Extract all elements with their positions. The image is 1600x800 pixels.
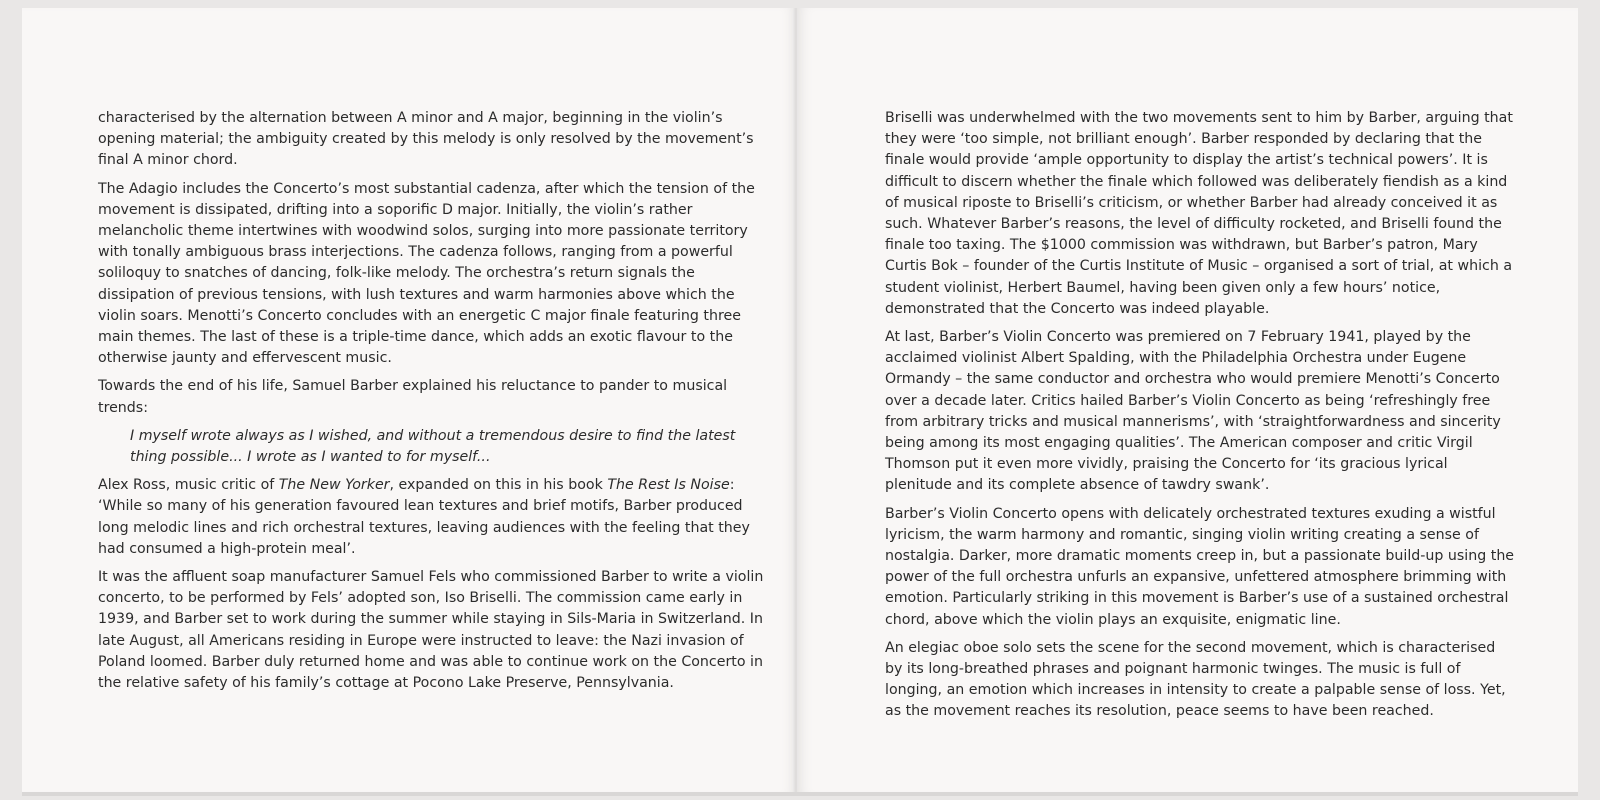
text-run: Alex Ross, music critic of [98, 477, 279, 494]
paragraph: It was the affluent soap manufacturer Samuel Fels who commissioned Barber to write a violin concerto, to be performed by Fels’ adopted son, Iso Briselli. The commission came early in 1939, and Barber set to work during the summer while staying in Sils-Maria in Switzerland. In late August, all Americans residing in Europe were instructed to leave: the Nazi invasion of Poland loomed. Barber duly returned home and was able to continue work on the Concerto in the relative safety of his family’s cottage at Pocono Lake Preserve, Pennsylvania. [98, 569, 764, 692]
right-page [797, 8, 1578, 794]
text-run: , expanded on this in his book [389, 477, 608, 494]
left-page [22, 8, 795, 794]
text-run: : ‘While so many of his generation favoured lean textures and brief motifs, Barber produced long melodic lines and rich orchestral textures, leaving audiences with the feeling that they had consumed a high-protein meal’. [98, 477, 750, 557]
paragraph: At last, Barber’s Violin Concerto was premiered on 7 February 1941, played by the acclaimed violinist Albert Spalding, with the Philadelphia Orchestra under Eugene Ormandy – the same conductor and orchestra who would premiere Menotti’s Concerto over a decade later. Critics hailed Barber’s Violin Concerto as being ‘refreshingly free from arbitrary tricks and musical mannerisms’, with ‘straightforwardness and sincerity being among its most engaging qualities’. The American composer and critic Virgil Thomson put it even more vividly, praising the Concerto for ‘its gracious lyrical plenitude and its complete absence of tawdry swank’. [885, 329, 1501, 494]
booklet-spread [22, 8, 1578, 794]
left-page-text [98, 108, 764, 701]
paragraph [98, 475, 764, 560]
right-page-text [885, 108, 1515, 730]
book-title: The Rest Is Noise [607, 477, 730, 494]
paragraph: Towards the end of his life, Samuel Barber explained his reluctance to pander to musical trends: [98, 378, 728, 416]
paragraph: Barber’s Violin Concerto opens with delicately orchestrated textures exuding a wistful lyricism, the warm harmony and romantic, singing violin writing creating a sense of nostalgia. Darker, more dramatic moments creep in, but a passionate build-up using the power of the full orchestra unfurls an expansive, unfettered atmosphere brimming with emotion. Particularly striking in this movement is Barber’s use of a sustained orchestral chord, above which the violin plays an exquisite, enigmatic line. [885, 505, 1515, 628]
page-edge-shadow [22, 792, 1578, 796]
paragraph: characterised by the alternation between A minor and A major, beginning in the violin’s opening material; the ambiguity created by this melody is only resolved by the movement’s final A minor chord. [98, 110, 754, 169]
paragraph: Briselli was underwhelmed with the two movements sent to him by Barber, arguing that they were ‘too simple, not brilliant enough’. Barber responded by declaring that the finale would provide ‘ample opportunity to display the artist’s technical powers’. It is difficult to discern whether the finale which followed was deliberately fiendish as a kind of musical riposte to Briselli’s criticism, or whether Barber had already conceived it as such. Whatever Barber’s reasons, the level of difficulty rocketed, and Briselli found the finale too taxing. The $1000 commission was withdrawn, but Barber’s patron, Mary Curtis Bok – founder of the Curtis Institute of Music – organised a sort of trial, at which a student violinist, Herbert Baumel, having been given only a few hours’ notice, demonstrated that the Concerto was indeed playable. [885, 110, 1513, 317]
block-quote: I myself wrote always as I wished, and without a tremendous desire to find the latest thing possible... I wrote as I wanted to for myself... [130, 427, 736, 466]
publication-title: The New Yorker [278, 477, 390, 494]
paragraph: The Adagio includes the Concerto’s most substantial cadenza, after which the tension of the movement is dissipated, drifting into a soporific D major. Initially, the violin’s rather melancholic theme intertwines with woodwind solos, surging into more passionate territory with tonally ambiguous brass interjections. The cadenza follows, ranging from a powerful soliloquy to snatches of dancing, folk-like melody. The orchestra’s return signals the dissipation of previous tensions, with lush textures and warm harmonies above which the violin soars. Menotti’s Concerto concludes with an energetic C major finale featuring three main themes. The last of these is a triple-time dance, which adds an exotic flavour to the otherwise jaunty and effervescent music. [98, 180, 755, 367]
paragraph: An elegiac oboe solo sets the scene for the second movement, which is characterised by its long-breathed phrases and poignant harmonic twinges. The music is full of longing, an emotion which increases in intensity to create a palpable sense of loss. Yet, as the movement reaches its resolution, peace seems to have been reached. [885, 639, 1506, 720]
